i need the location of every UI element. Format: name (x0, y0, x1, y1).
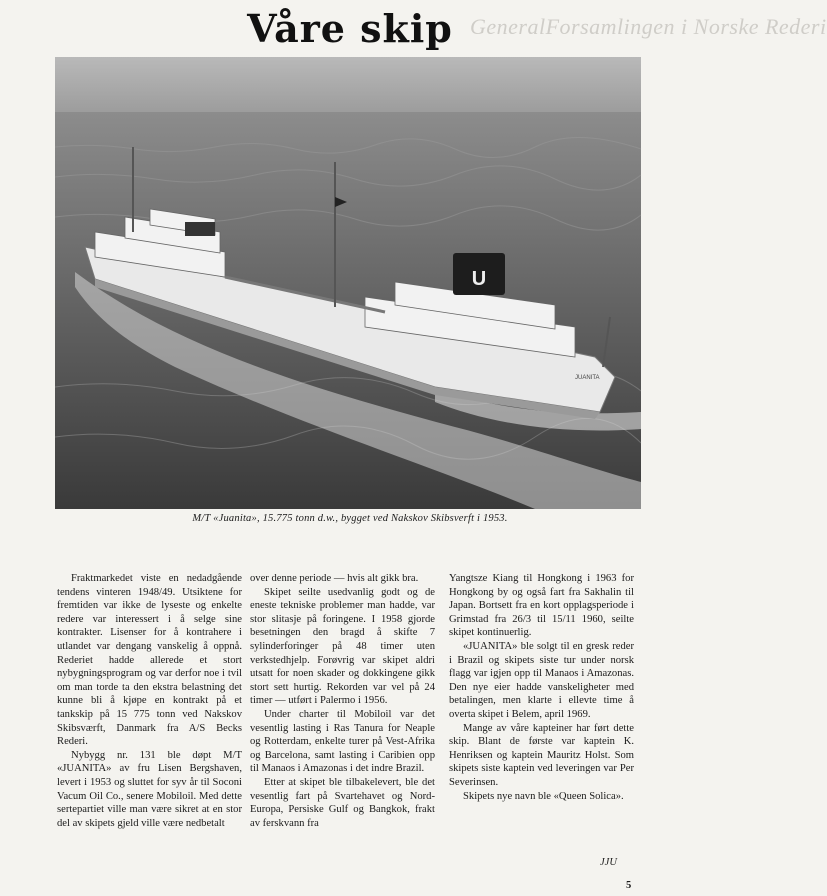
ship-photo (55, 57, 641, 509)
paragraph: Under charter til Mobiloil var det vesentlig lasting i Ras Tanura for Neaple og Rotterdam, enkelte turer på Vest-Afrika og Barcelona, samt lasting i Caribien opp til Manaos i Amazonas i det indre Brazil. (250, 708, 435, 775)
text-column-2 (250, 572, 435, 830)
paragraph: over denne periode — hvis alt gikk bra. (250, 573, 419, 584)
funnel-letter: U (471, 268, 487, 290)
aft-funnel (185, 222, 215, 236)
paragraph: Skipets nye navn ble «Queen Solica». (463, 790, 624, 802)
author-signature: JJU (600, 857, 617, 868)
text-column-1 (57, 572, 242, 830)
paragraph: Skipet seilte usedvanlig godt og de eneste tekniske problemer man hadde, var stor slitasje på foringene. I 1958 gjorde besetningen den bragd å skifte 7 sylinderforinger på 48 timer uten verkstedhjelp. Forøvrig var skipet aldri utsatt for noen skader og dokkingene gikk stort sett hurtig. Rekorden var vel på 24 timer — utført i Palermo i 1956. (250, 586, 435, 707)
faded-bleedthrough-heading: GeneralForsamlingen i Norske Rederi (470, 14, 827, 39)
paragraph: Etter at skipet ble tilbakelevert, ble det vesentlig fart på Svartehavet og Nord-Europa, Persiske Gulf og Bangkok, frakt av ferskvann fra (250, 776, 435, 829)
hull-name: JUANITA (575, 375, 600, 381)
sky (55, 57, 641, 117)
text-column-3 (449, 572, 634, 803)
paragraph: Yangtsze Kiang til Hongkong i 1963 for Hongkong by og også fart fra Sakhalin til Japan. Bortsett fra en kort opplagsperiode i Grimstad fra 26/3 til 15/11 1960, seilte skipet kontinuerlig. (449, 573, 634, 639)
paragraph: Mange av våre kapteiner har ført dette skip. Blant de første var kaptein K. Henriksen og kaptein Mauritz Holst. Som skipets siste kaptein ved leveringen var Per Severinsen. (449, 722, 634, 788)
page-title: Våre skip (247, 6, 453, 51)
paragraph: «JUANITA» ble solgt til en gresk reder i Brazil og skipets siste tur under norsk flagg var igjen opp til Manaos i Amazonas. Den nye eier hadde vanskeligheter med betalingen, men klarte i ellevte time å overta skipet i Belem, april 1969. (449, 640, 634, 720)
ship-illustration (55, 57, 641, 509)
photo-caption: M/T «Juanita», 15.775 tonn d.w., bygget ved Nakskov Skibsverft i 1953. (192, 513, 508, 524)
paragraph: Nybygg nr. 131 ble døpt M/T «JUANITA» av fru Lisen Bergshaven, levert i 1953 og sluttet for syv år til Soconi Vacum Oil Co., senere Mobiloil. Med dette sertepartiet ville man være sikret at en stor del av skipets gjeld ville være nedbetalt (57, 749, 242, 829)
paragraph: Fraktmarkedet viste en nedadgående tendens vinteren 1948/49. Utsiktene for fremtiden var ikke de lyseste og enkelte redere var interessert i å selge sine kontrakter. Lisenser for å kontrahere i utlandet var dengang vanskelig å oppnå. Rederiet hadde allerede et stort nybygningsprogram og var derfor noe i tvil om man torde ta den ekstra belastning det kunne bli å kjøpe en kontrakt på et tankskip på 15 775 tonn ved Nakskov Skibsværft, Danmark fra A/S Becks Rederi. (57, 573, 242, 748)
page-number: 5 (626, 880, 632, 891)
